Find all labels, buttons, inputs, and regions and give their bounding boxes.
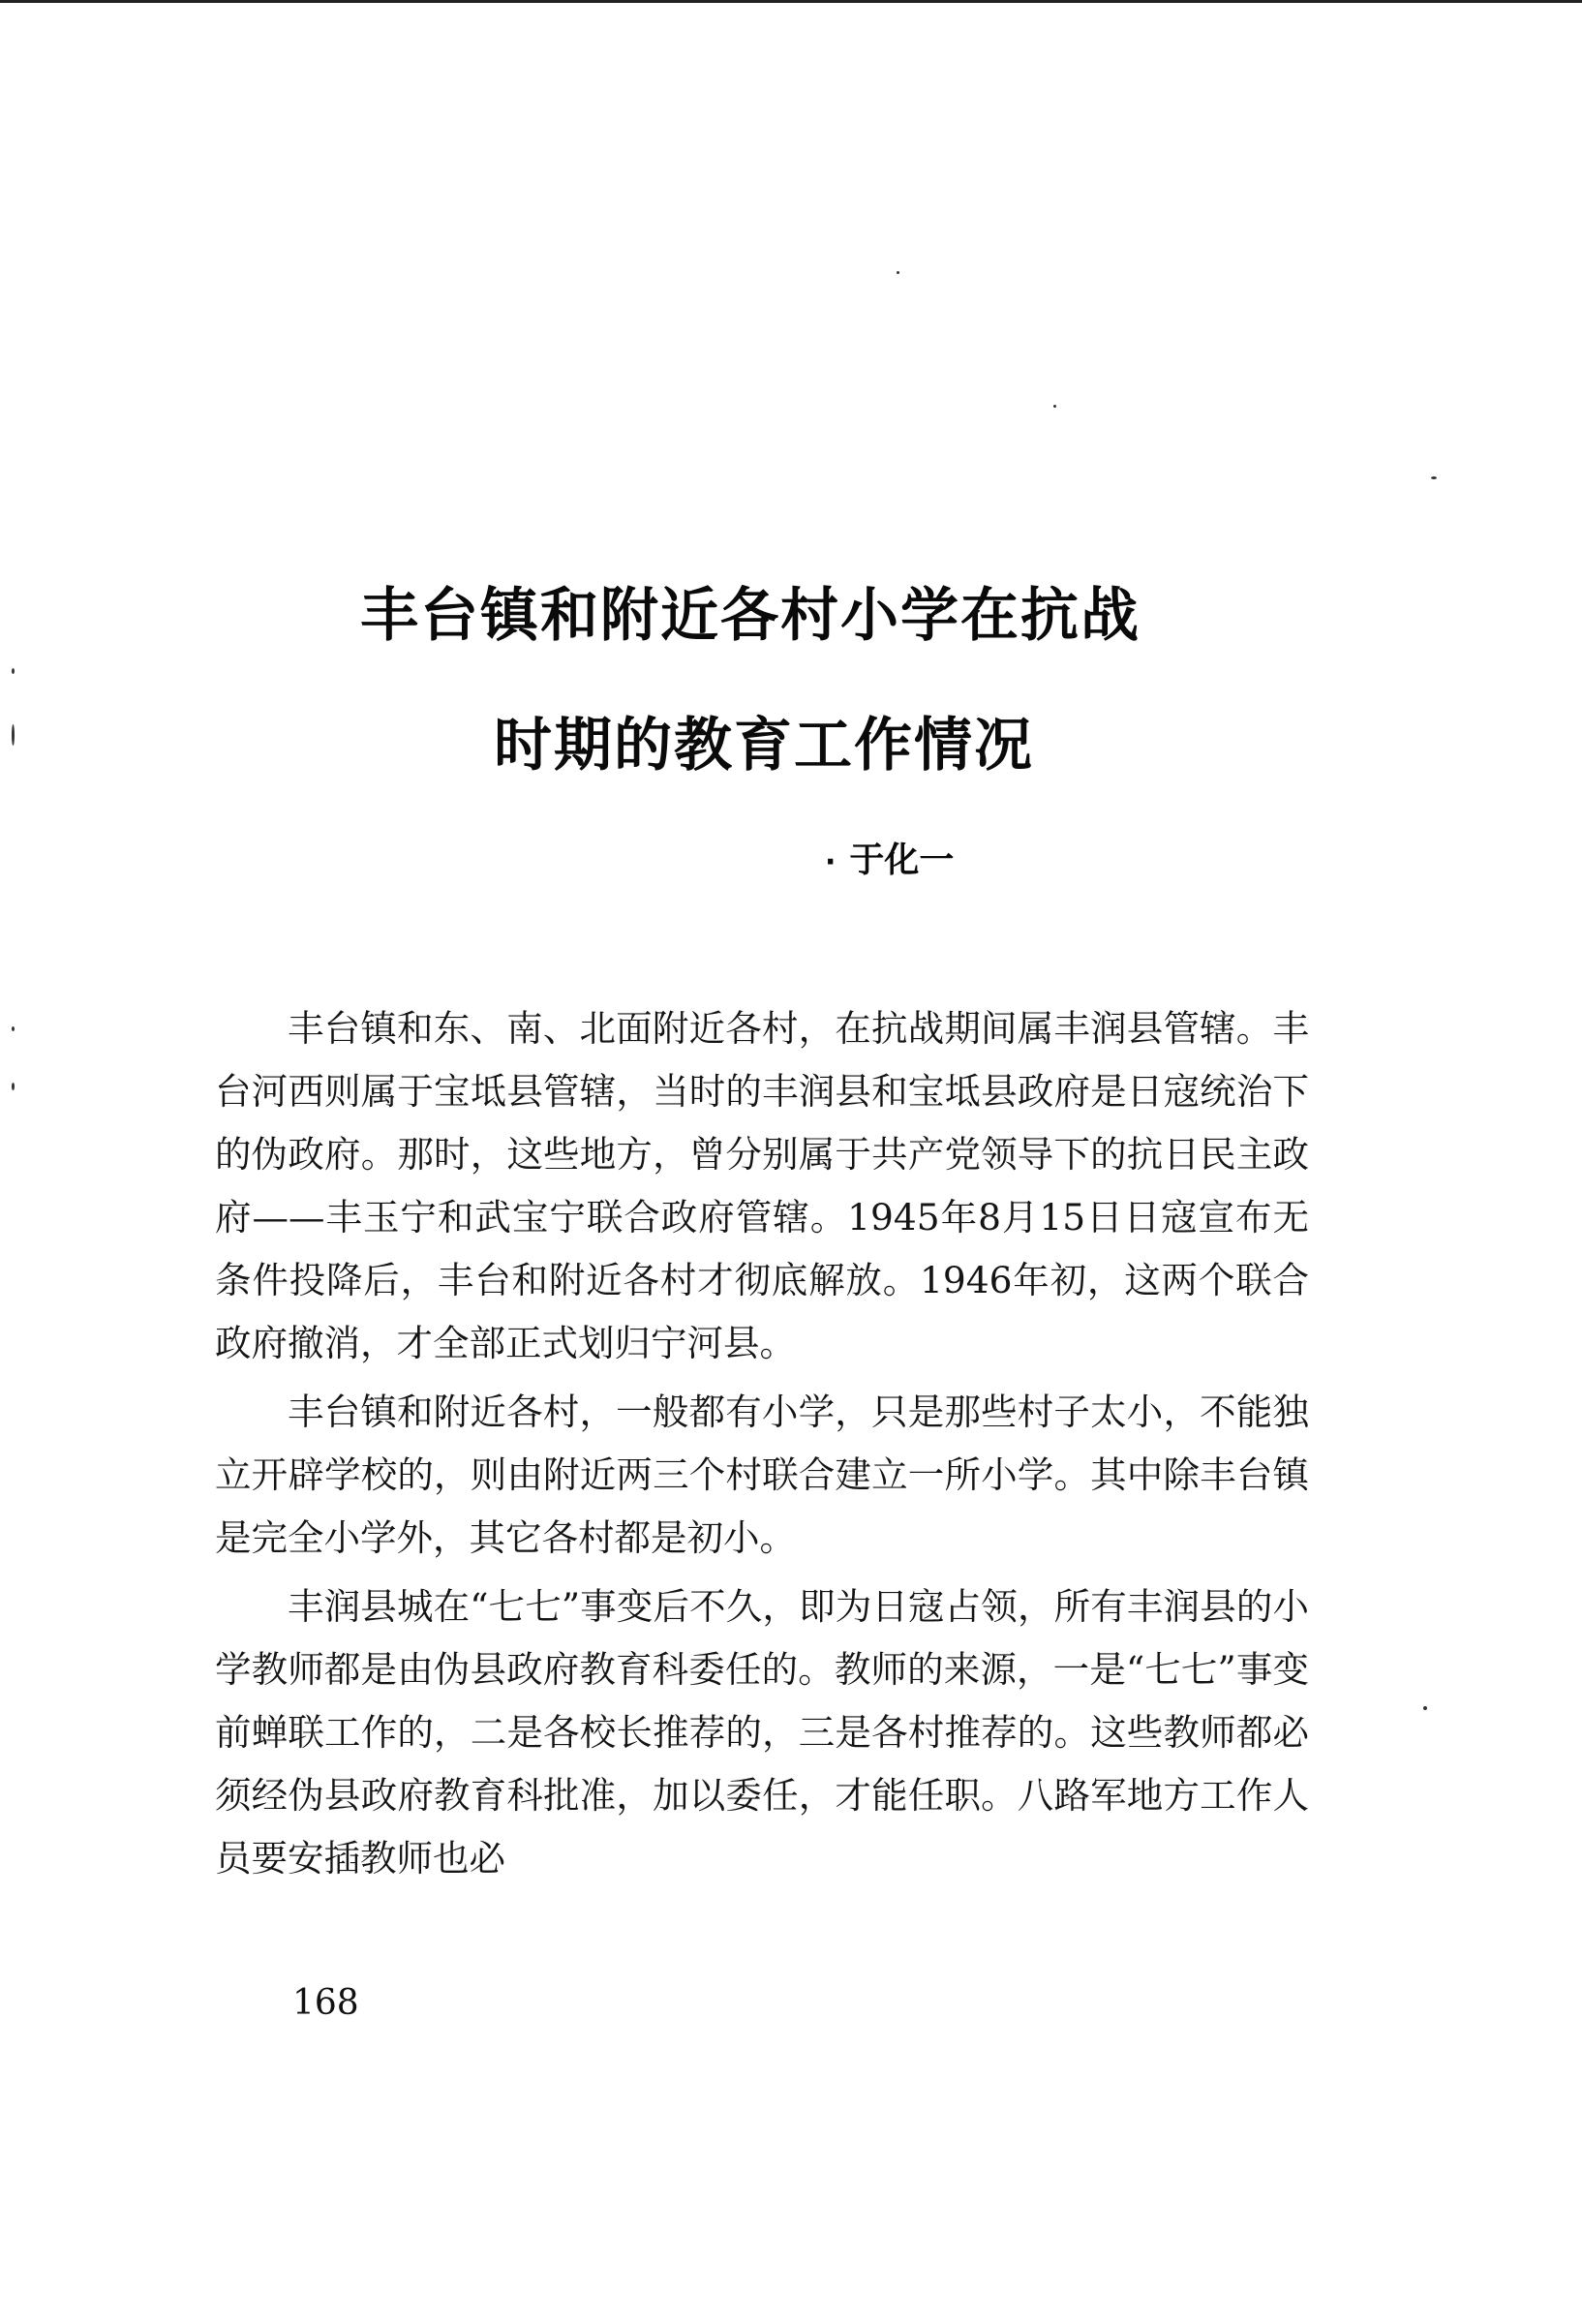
scan-speck <box>1431 476 1437 479</box>
body-paragraph: 丰润县城在“七七”事变后不久，即为日寇占领，所有丰润县的小学教师都是由伪县政府教育科委任的。教师的来源，一是“七七”事变前蝉联工作的，二是各校长推荐的，三是各村推荐的。这些教师都必须经伪县政府教育科批准，加以委任，才能任职。八路军地方工作人员要安插教师也必 <box>215 1585 1309 1880</box>
article-title-line-1: 丰台镇和附近各村小学在抗战 <box>360 582 1141 650</box>
body-paragraph: 丰台镇和附近各村，一般都有小学，只是那些村子太小，不能独立开辟学校的，则由附近两三个村联合建立一所小学。其中除丰台镇是完全小学外，其它各村都是初小。 <box>215 1391 1309 1559</box>
article-title-line-2: 时期的教育工作情况 <box>494 712 1034 780</box>
author-byline <box>825 833 954 882</box>
scan-speck <box>12 1083 15 1090</box>
scan-speck <box>1423 1706 1427 1710</box>
author-name: 于化一 <box>849 841 955 880</box>
scan-speck <box>12 1026 15 1031</box>
author-marker: · <box>825 845 837 879</box>
scan-speck <box>897 271 899 274</box>
scan-speck <box>1053 405 1056 408</box>
article-body <box>215 997 1309 1896</box>
body-paragraph: 丰台镇和东、南、北面附近各村，在抗战期间属丰润县管辖。丰台河西则属于宝坻县管辖，当时的丰润县和宝坻县政府是日寇统治下的伪政府。那时，这些地方，曾分别属于共产党领导下的抗日民主政府——丰玉宁和武宝宁联合政府管辖。1945年8月15日日寇宣布无条件投降后，丰台和附近各村才彻底解放。1946年初，这两个联合政府撤消，才全部正式划归宁河县。 <box>215 1007 1309 1364</box>
top-border-line <box>0 0 1582 3</box>
scan-speck <box>12 668 15 674</box>
page-number: 168 <box>292 1983 359 2023</box>
